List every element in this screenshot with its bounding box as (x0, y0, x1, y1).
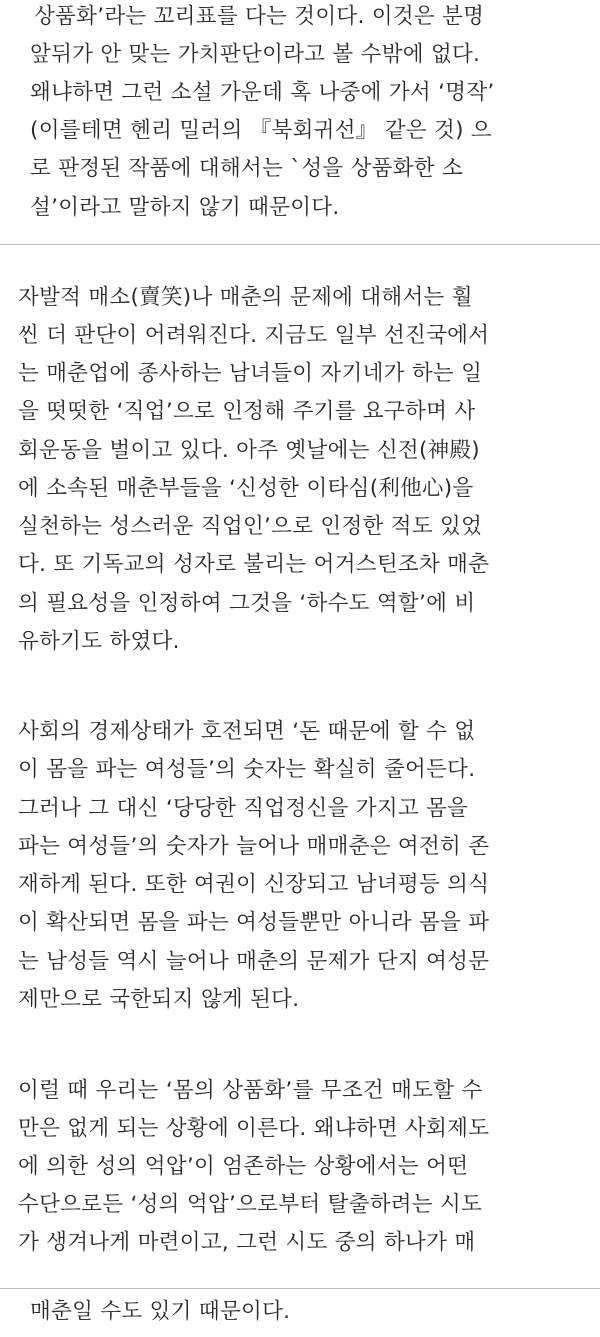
text-line: 에 소속된 매춘부들을 ‘신성한 이타심(利他心)을 (18, 476, 474, 501)
text-line: 는 매춘업에 종사하는 남녀들이 자기네가 하는 일 (18, 361, 483, 386)
text-line: 실천하는 성스러운 직업인’으로 인정한 적도 있었 (18, 514, 483, 539)
text-line: (이를테면 헨리 밀러의 『북회귀선』 같은 것) 으 (30, 118, 492, 143)
text-line: 수단으로든 ‘성의 억압’으로부터 탈출하려는 시도 (18, 1192, 483, 1217)
text-line: 제만으로 국한되지 않게 된다. (18, 987, 300, 1012)
text-line: 상품화’라는 꼬리표를 다는 것이다. 이것은 분명 (34, 4, 485, 29)
text-line: 재하게 된다. 또한 여권이 신장되고 남녀평등 의식 (18, 872, 490, 897)
text-line: 의 필요성을 인정하여 그것을 ‘하수도 역할’에 비 (18, 591, 476, 616)
text-line: 사회의 경제상태가 호전되면 ‘돈 때문에 할 수 없 (18, 719, 476, 744)
text-line: 이 몸을 파는 여성들’의 숫자는 확실히 줄어든다. (18, 757, 476, 782)
text-line: 가 생겨나게 마련이고, 그런 시도 중의 하나가 매 (18, 1230, 476, 1255)
text-line: 로 판정된 작품에 대해서는 `성을 상품화한 소 (30, 156, 464, 181)
text-line: 앞뒤가 안 맞는 가치판단이라고 볼 수밖에 없다. (30, 42, 481, 67)
text-line: 는 남성들 역시 늘어나 매춘의 문제가 단지 여성문 (18, 949, 490, 974)
text-line: 왜냐하면 그런 소설 가운데 혹 나중에 가서 ‘명작’ (30, 80, 495, 105)
text-line: 매춘일 수도 있기 때문이다. (30, 1299, 291, 1324)
text-line: 을 떳떳한 ‘직업’으로 인정해 주기를 요구하며 사 (18, 399, 476, 424)
text-line: 설’이라고 말하지 않기 때문이다. (30, 195, 340, 220)
divider (0, 1288, 600, 1289)
text-line: 파는 여성들’의 숫자가 늘어나 매매춘은 여전히 존 (18, 834, 490, 859)
text-line: 만은 없게 되는 상황에 이른다. 왜냐하면 사회제도 (18, 1116, 490, 1141)
text-line: 회운동을 벌이고 있다. 아주 옛날에는 신전(神殿) (18, 438, 480, 463)
text-line: 이 확산되면 몸을 파는 여성들뿐만 아니라 몸을 파 (18, 910, 490, 935)
text-line: 씬 더 판단이 어려워진다. 지금도 일부 선진국에서 (18, 323, 490, 348)
text-line: 이럴 때 우리는 ‘몸의 상품화’를 무조건 매도할 수 (18, 1078, 483, 1103)
text-line: 유하기도 하였다. (18, 629, 180, 654)
text-line: 그러나 그 대신 ‘당당한 직업정신을 가지고 몸을 (18, 796, 469, 821)
text-line: 자발적 매소(賣笑)나 매춘의 문제에 대해서는 훨 (18, 285, 473, 310)
text-line: 에 의한 성의 억압’이 엄존하는 상황에서는 어떤 (18, 1154, 469, 1179)
text-line: 다. 또 기독교의 성자로 불리는 어거스틴조차 매춘 (18, 552, 490, 577)
divider (0, 244, 600, 245)
